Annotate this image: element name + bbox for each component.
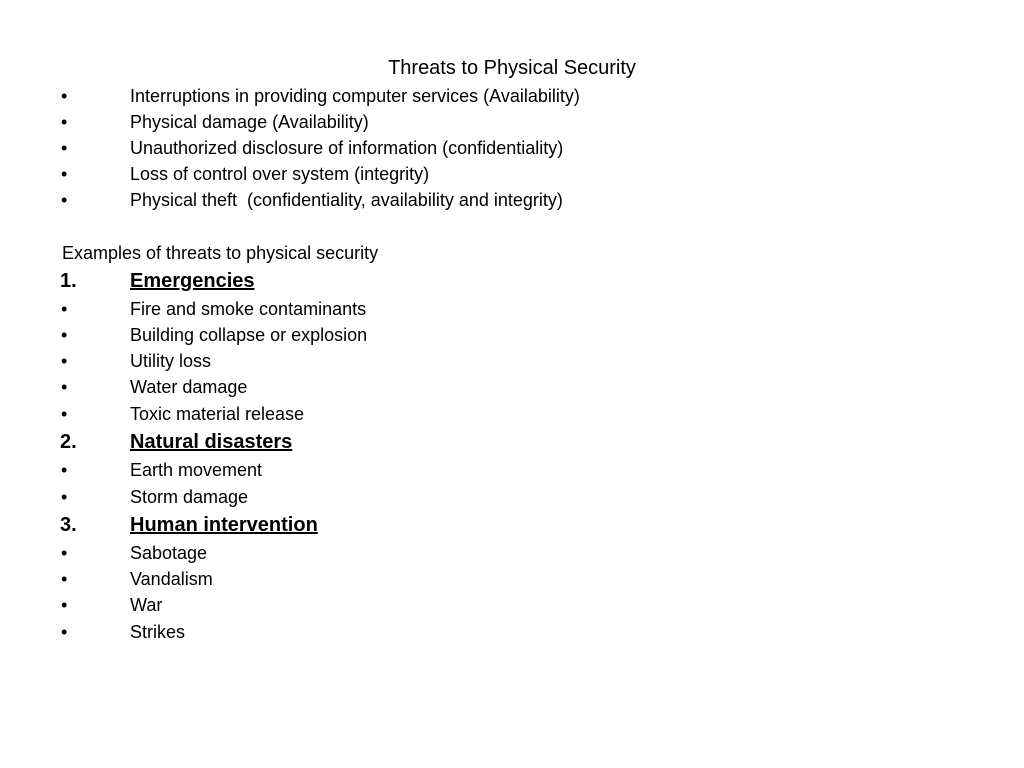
- list-item: [0, 593, 1024, 617]
- list-item: [0, 375, 1024, 399]
- examples-intro: [0, 241, 1024, 265]
- list-item-text: Strikes: [130, 622, 186, 642]
- threat-list-item: [0, 84, 1024, 108]
- list-item: [0, 402, 1024, 426]
- section-heading-natural-disasters: [0, 429, 1024, 455]
- threat-list-item: [0, 136, 1024, 160]
- list-item-text: Storm damage: [130, 487, 249, 507]
- list-item: [0, 620, 1024, 644]
- list-item: [0, 458, 1024, 482]
- list-item-text: Building collapse or explosion: [130, 325, 368, 345]
- list-item-text: Water damage: [130, 377, 248, 397]
- bullet-marker: •: [61, 404, 68, 424]
- list-item: [0, 349, 1024, 373]
- threat-list-item: [0, 162, 1024, 186]
- list-item-text: Fire and smoke contaminants: [130, 299, 367, 319]
- section-heading-text: Emergencies: [130, 270, 255, 292]
- section-heading-text: Natural disasters: [130, 431, 293, 453]
- bullet-marker: •: [61, 299, 68, 319]
- section-number: 2.: [60, 431, 77, 453]
- bullet-marker: •: [61, 460, 68, 480]
- bullet-marker: •: [61, 86, 68, 106]
- bullet-marker: •: [61, 325, 68, 345]
- threat-text: Physical theft (confidentiality, availability and integrity): [130, 190, 563, 210]
- bullet-marker: •: [61, 595, 68, 615]
- list-item-text: Utility loss: [130, 351, 212, 371]
- bullet-marker: •: [61, 487, 68, 507]
- list-item-text: Sabotage: [130, 543, 208, 563]
- examples-intro-text: Examples of threats to physical security: [62, 243, 379, 263]
- bullet-marker: •: [61, 138, 68, 158]
- list-item: [0, 541, 1024, 565]
- threat-text: Interruptions in providing computer services (Availability): [130, 86, 580, 106]
- bullet-marker: •: [61, 543, 68, 563]
- section-heading-emergencies: [0, 268, 1024, 294]
- list-item-text: Earth movement: [130, 460, 263, 480]
- threat-text: Unauthorized disclosure of information (confidentiality): [130, 138, 564, 158]
- bullet-marker: •: [61, 569, 68, 589]
- threat-list-item: [0, 110, 1024, 134]
- bullet-marker: •: [61, 351, 68, 371]
- bullet-marker: •: [61, 622, 68, 642]
- threat-list-item: [0, 188, 1024, 212]
- section-heading-human-intervention: [0, 512, 1024, 538]
- list-item: [0, 297, 1024, 321]
- threat-text: Physical damage (Availability): [130, 112, 369, 132]
- list-item: [0, 485, 1024, 509]
- slide-title: Threats to Physical Security: [388, 57, 636, 79]
- list-item-text: War: [130, 595, 163, 615]
- section-heading-text: Human intervention: [130, 514, 318, 536]
- list-item-text: Toxic material release: [130, 404, 305, 424]
- bullet-marker: •: [61, 164, 68, 184]
- bullet-marker: •: [61, 112, 68, 132]
- section-number: 1.: [60, 270, 77, 292]
- list-item: [0, 323, 1024, 347]
- bullet-marker: •: [61, 190, 68, 210]
- threat-text: Loss of control over system (integrity): [130, 164, 430, 184]
- section-number: 3.: [60, 514, 77, 536]
- list-item: [0, 567, 1024, 591]
- list-item-text: Vandalism: [130, 569, 213, 589]
- bullet-marker: •: [61, 377, 68, 397]
